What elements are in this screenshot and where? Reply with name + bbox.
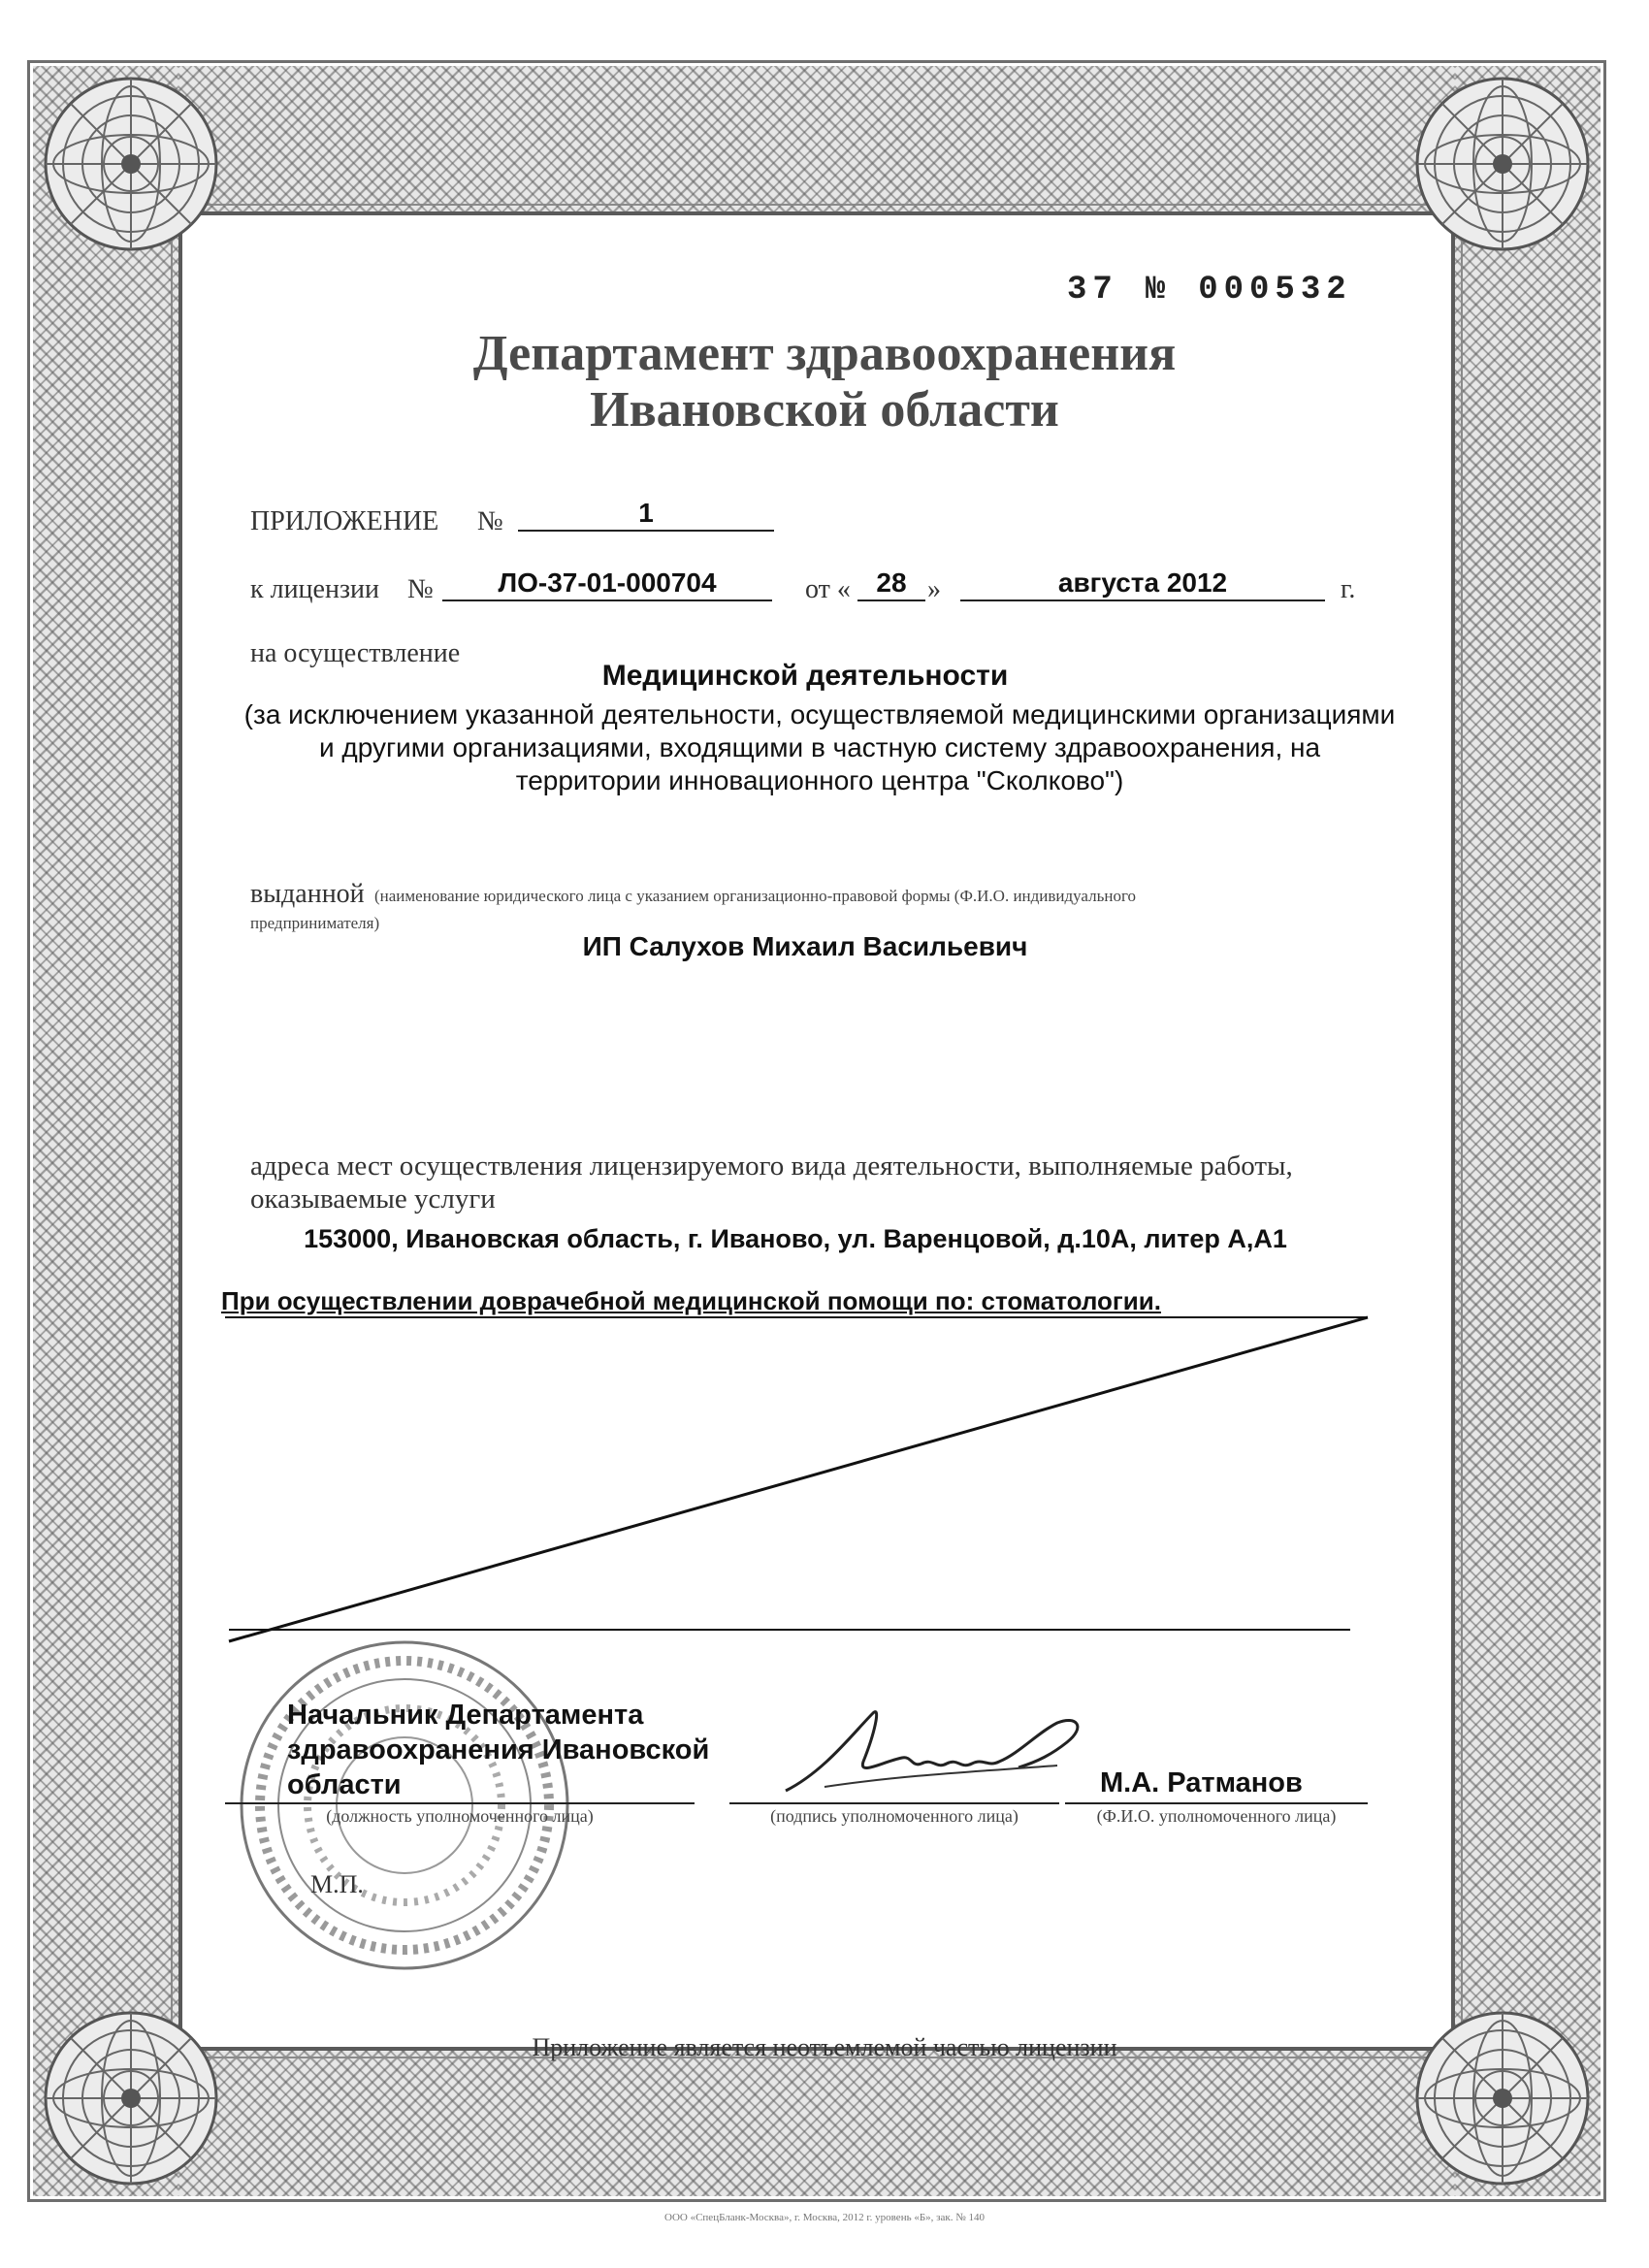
seal-place-label: М.П. (310, 1870, 364, 1898)
issued-to-name: ИП Салухов Михаил Васильевич (582, 931, 1028, 961)
printer-note: ООО «СпецБланк-Москва», г. Москва, 2012 г. уровень «Б», зак. № 140 (664, 2212, 985, 2223)
activity-note-line1: (за исключением указанной деятельности, осуществляемой медицинскими организациями (243, 699, 1396, 729)
signatory-position (287, 1698, 709, 1802)
activity-title: Медицинской деятельности (601, 660, 1009, 692)
activity-label: на осуществление (250, 638, 461, 668)
signature-underline-rule (729, 1802, 1059, 1804)
appendix-number: 1 (518, 497, 774, 532)
address-label-line1: адреса мест осуществления лицензируемого вида деятельности, выполняемые работы, (250, 1150, 1293, 1182)
issued-label: выданной (250, 879, 365, 909)
license-label: к лицензии (250, 574, 379, 604)
footer-note: Приложение является неотъемлемой частью лицензии (532, 2033, 1117, 2061)
activity-note-line2: и другими организациями, входящими в частную систему здравоохранения, на (318, 732, 1321, 762)
address-label-line2: оказываемые услуги (250, 1183, 496, 1215)
handwritten-signature (766, 1694, 1145, 1810)
issued-hint-line2: предпринимателя) (250, 914, 380, 932)
activity-note-line3: территории инновационного центра "Сколково") (515, 765, 1124, 795)
name-caption: (Ф.И.О. уполномоченного лица) (1096, 1806, 1337, 1826)
official-seal-stamp (235, 1636, 574, 1975)
date-close-quote: » (927, 574, 941, 604)
position-line1: Начальник Департамента (287, 1700, 644, 1731)
date-day: 28 (857, 567, 925, 601)
date-from-label: от « (805, 574, 851, 604)
year-suffix: г. (1341, 574, 1356, 604)
appendix-label: ПРИЛОЖЕНИЕ (250, 506, 439, 536)
serial-series: 37 (1067, 272, 1118, 308)
serial-number: 000532 (1198, 272, 1352, 308)
position-line3: области (287, 1769, 402, 1800)
position-line2: здравоохранения Ивановской (287, 1734, 710, 1766)
department-title-line1: Департамент здравоохранения (472, 326, 1177, 381)
services-text: При осуществлении доврачебной медицинской помощи по: стоматологии. (221, 1286, 1161, 1315)
name-underline (1065, 1802, 1368, 1804)
appendix-number-sign: № (477, 506, 503, 536)
date-month-year: августа 2012 (960, 567, 1325, 601)
position-underline (225, 1802, 695, 1804)
license-number: ЛО-37-01-000704 (442, 567, 772, 601)
signature-caption: (подпись уполномоченного лица) (770, 1806, 1018, 1826)
position-caption: (должность уполномоченного лица) (326, 1806, 594, 1826)
license-number-sign: № (407, 574, 434, 604)
issued-hint-line1: (наименование юридического лица с указанием организационно-правовой формы (Ф.И.О. индивидуального (374, 887, 1137, 905)
signer-name: М.А. Ратманов (1100, 1767, 1303, 1798)
activity-address: 153000, Ивановская область, г. Иваново, ул. Варенцовой, д.10А, литер А,А1 (304, 1224, 1287, 1253)
department-title-line2: Ивановской области (590, 382, 1059, 437)
serial-number-sign: № (1145, 272, 1172, 308)
